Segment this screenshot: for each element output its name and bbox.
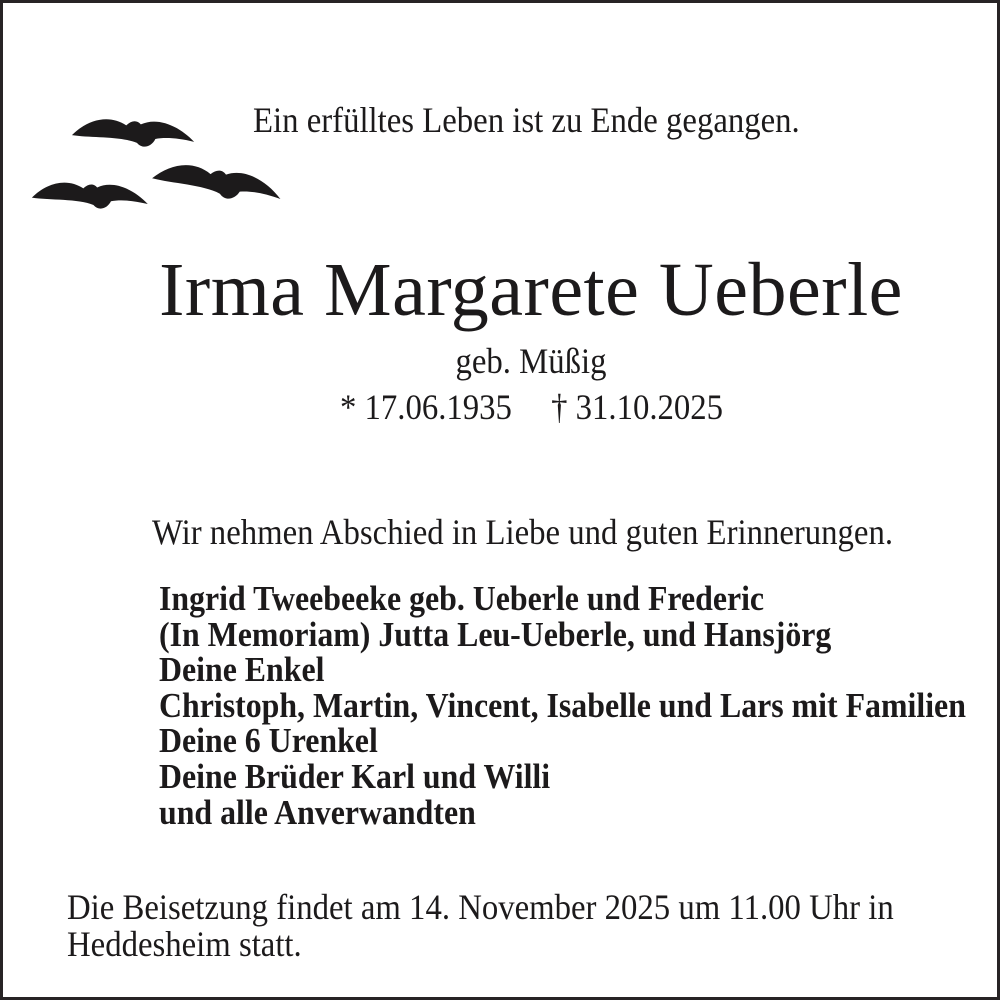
farewell-line: [152, 514, 893, 550]
maiden-name-text: geb. Müßig: [455, 341, 607, 381]
mourners-list: [159, 581, 966, 830]
epitaph-quote-text: Ein erfülltes Leben ist zu Ende gegangen.: [252, 100, 800, 140]
mourner-line: und alle Anverwandten: [159, 792, 476, 832]
mourner-line: Deine 6 Urenkel: [159, 721, 378, 761]
birth-date: * 17.06.1935: [339, 387, 512, 427]
mourner-line: (In Memoriam) Jutta Leu-Ueberle, und Hansjörg: [159, 614, 832, 654]
mourner-line: Deine Brüder Karl und Willi: [159, 756, 551, 796]
mourner-line: Ingrid Tweebeeke geb. Ueberle und Frederic: [159, 579, 765, 618]
death-date: † 31.10.2025: [550, 387, 723, 427]
deceased-name-text: Irma Margarete Ueberle: [159, 248, 903, 332]
funeral-info: [67, 889, 894, 963]
funeral-line: Die Beisetzung findet am 14. November 2025 um 11.00 Uhr in: [67, 887, 894, 927]
deceased-name: [0, 248, 1000, 332]
maiden-name: [0, 343, 1000, 379]
mourner-line: Christoph, Martin, Vincent, Isabelle und Lars mit Familien: [159, 685, 966, 725]
epitaph-quote: [0, 102, 1000, 138]
farewell-line-text: Wir nehmen Abschied in Liebe und guten Erinnerungen.: [152, 512, 894, 552]
funeral-line: Heddesheim statt.: [67, 924, 302, 964]
life-dates: [0, 389, 1000, 425]
mourner-line: Deine Enkel: [159, 650, 325, 690]
